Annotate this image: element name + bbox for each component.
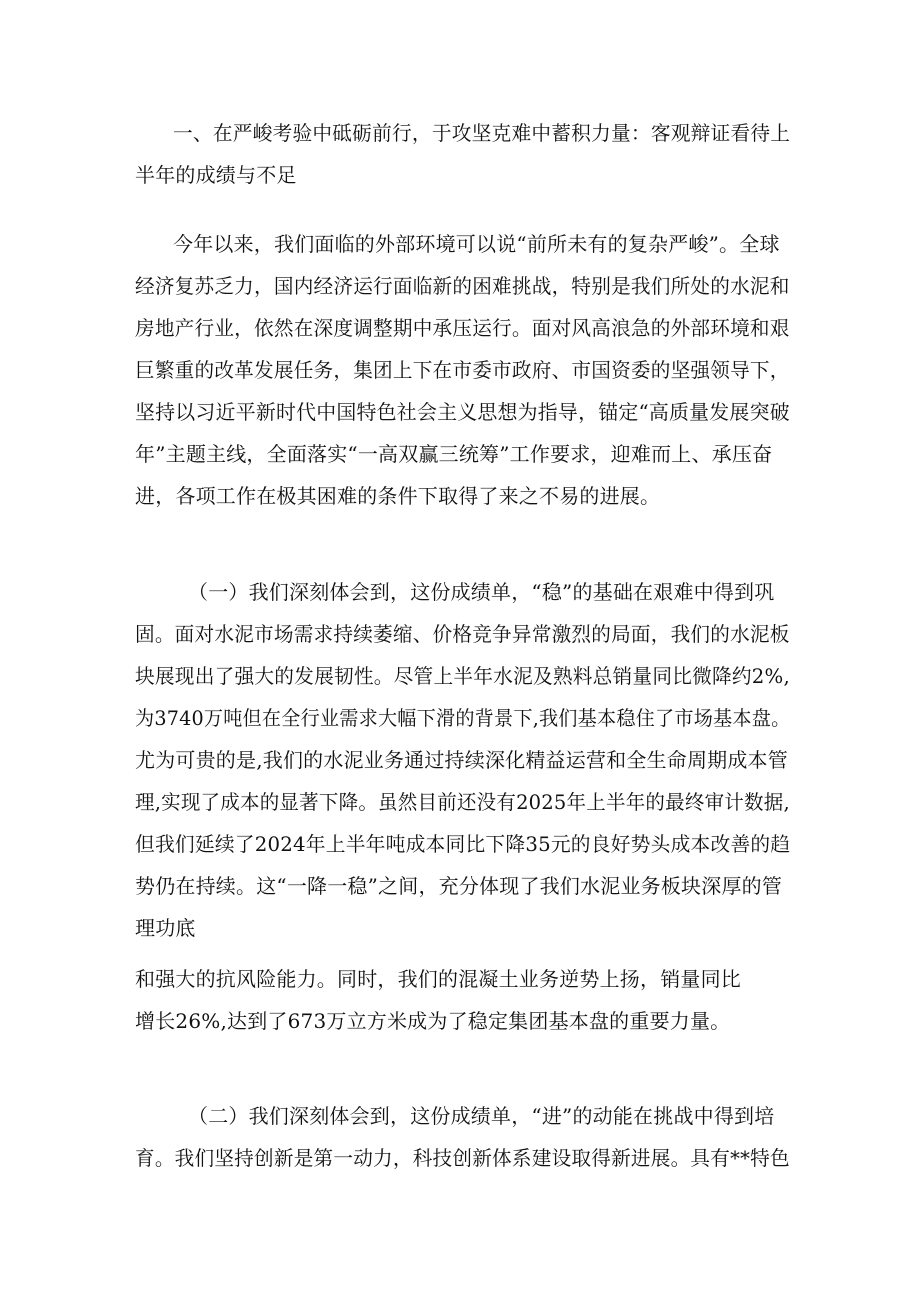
paragraph-line: 为3740万吨但在全行业需求大幅下滑的背景下,我们基本稳住了市场基本盘。: [135, 706, 791, 730]
heading-line: 半年的成绩与不足: [135, 163, 297, 187]
paragraph-line: 今年以来，我们面临的外部环境可以说“前所未有的复杂严峻”。全球: [173, 232, 780, 256]
paragraph-line: 坚持以习近平新时代中国特色社会主义思想为指导，锚定“高质量发展突破: [135, 400, 790, 424]
paragraph-line: 育。我们坚持创新是第一动力，科技创新体系建设取得新进展。具有**特色: [135, 1146, 790, 1170]
paragraph-line: 块展现出了强大的发展韧性。尽管上半年水泥及熟料总销量同比微降约2%,: [135, 664, 790, 688]
paragraph-line: （二）我们深刻体会到，这份成绩单，“进”的动能在挑战中得到培: [188, 1104, 775, 1128]
paragraph-line: 势仍在持续。这“一降一稳”之间，充分体现了我们水泥业务板块深厚的管: [135, 874, 783, 898]
paragraph-line: 年”主题主线，全面落实“一高双赢三统筹”工作要求，迎难而上、承压奋: [135, 442, 773, 466]
paragraph-line: 房地产行业，依然在深度调整期中承压运行。面对风高浪急的外部环境和艰: [135, 316, 790, 340]
paragraph-line: 增长26%,达到了673万立方米成为了稳定集团基本盘的重要力量。: [135, 1009, 731, 1033]
heading-line: 一、在严峻考验中砥砺前行，于攻坚克难中蓄积力量：客观辩证看待上: [173, 121, 791, 145]
paragraph-line: 巨繁重的改革发展任务，集团上下在市委市政府、市国资委的坚强领导下，: [135, 358, 790, 382]
paragraph-line: 但我们延续了2024年上半年吨成本同比下降35元的良好势头成本改善的趋: [135, 832, 791, 856]
paragraph-line: 固。面对水泥市场需求持续萎缩、价格竞争异常激烈的局面，我们的水泥板: [135, 622, 790, 646]
paragraph-line: 和强大的抗风险能力。同时，我们的混凝土业务逆势上扬，销量同比: [135, 967, 741, 991]
paragraph-line: 经济复苏乏力，国内经济运行面临新的困难挑战，特别是我们所处的水泥和: [135, 274, 790, 298]
paragraph-line: 理,实现了成本的显著下降。虽然目前还没有2025年上半年的最终审计数据,: [135, 790, 790, 814]
paragraph-line: 理功底: [135, 916, 196, 940]
paragraph-line: 尤为可贵的是,我们的水泥业务通过持续深化精益运营和全生命周期成本管: [135, 748, 788, 772]
paragraph-line: 进，各项工作在极其困难的条件下取得了来之不易的进展。: [135, 484, 661, 508]
paragraph-line: （一）我们深刻体会到，这份成绩单，“稳”的基础在艰难中得到巩: [188, 580, 775, 604]
